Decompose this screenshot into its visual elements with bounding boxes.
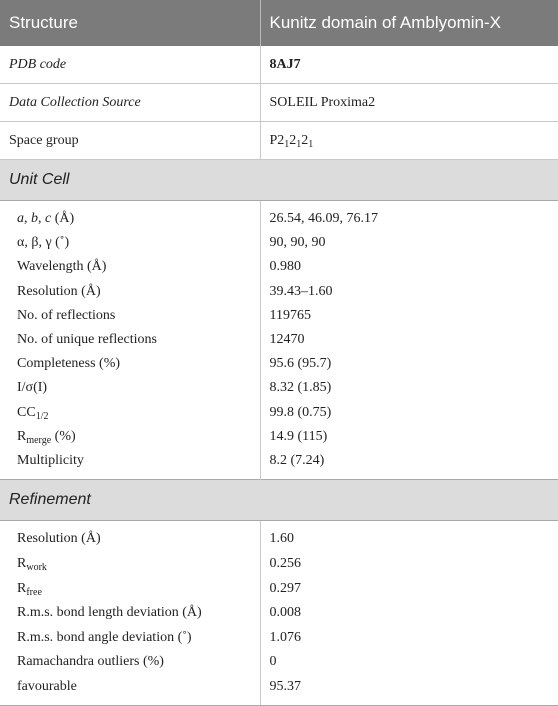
cell-dimensions-value: 26.54, 46.09, 76.17 bbox=[269, 211, 378, 227]
table-row bbox=[0, 304, 558, 328]
resolution-value: 39.43–1.60 bbox=[269, 283, 333, 299]
table-row bbox=[0, 122, 558, 160]
abc-b: b bbox=[31, 211, 38, 227]
rwork-label bbox=[0, 552, 260, 577]
multiplicity-label: Multiplicity bbox=[0, 449, 260, 480]
space-group-label: Space group bbox=[0, 122, 260, 160]
table-row bbox=[0, 280, 558, 304]
table-row bbox=[0, 231, 558, 255]
i-sigma-label: I/σ(I) bbox=[0, 376, 260, 400]
completeness-label: Completeness (%) bbox=[0, 352, 260, 376]
table-row bbox=[0, 201, 558, 232]
resolution-label: Resolution (Å) bbox=[0, 280, 260, 304]
angles-label: α, β, γ (˚) bbox=[0, 231, 260, 255]
table-row bbox=[0, 328, 558, 352]
section-header-refinement bbox=[0, 480, 558, 521]
cc-half-label bbox=[0, 401, 260, 425]
cell-dimensions-label bbox=[0, 201, 260, 232]
angles-value: 90, 90, 90 bbox=[269, 235, 326, 251]
table-row bbox=[0, 675, 558, 706]
rmerge-label bbox=[0, 425, 260, 449]
source-label: Data Collection Source bbox=[0, 84, 260, 122]
pdb-code-label: PDB code bbox=[0, 46, 260, 84]
rama-outliers-value: 0 bbox=[269, 654, 277, 670]
completeness-value: 95.6 (95.7) bbox=[269, 356, 332, 372]
ref-resolution-label: Resolution (Å) bbox=[0, 521, 260, 552]
table-row bbox=[0, 84, 558, 122]
table-row bbox=[0, 601, 558, 626]
table-row bbox=[0, 552, 558, 577]
space-group-sub: 1 bbox=[296, 138, 302, 150]
table-row bbox=[0, 255, 558, 279]
bond-angle-label: R.m.s. bond angle deviation (˚) bbox=[0, 625, 260, 650]
cc-half-value: 99.8 (0.75) bbox=[269, 404, 332, 420]
wavelength-label: Wavelength (Å) bbox=[0, 255, 260, 279]
space-group-sub: 1 bbox=[284, 138, 290, 150]
space-group-p2: P2 bbox=[269, 132, 285, 148]
bond-angle-value: 1.076 bbox=[269, 629, 301, 645]
table-row bbox=[0, 425, 558, 449]
table-row bbox=[0, 376, 558, 400]
rmerge-value: 14.9 (115) bbox=[269, 428, 328, 444]
rfree-value: 0.297 bbox=[269, 580, 301, 596]
space-group-sub: 1 bbox=[308, 138, 314, 150]
space-group-value bbox=[260, 122, 558, 160]
table-row bbox=[0, 576, 558, 601]
rfree-r: R bbox=[17, 580, 27, 596]
bond-length-label: R.m.s. bond length deviation (Å) bbox=[0, 601, 260, 626]
rfree-label bbox=[0, 576, 260, 601]
abc-sep: , bbox=[24, 211, 31, 227]
rwork-r: R bbox=[17, 555, 27, 571]
pdb-code-value bbox=[260, 46, 558, 84]
table-row bbox=[0, 521, 558, 552]
abc-a: a bbox=[17, 211, 24, 227]
unit-cell-title: Unit Cell bbox=[0, 160, 558, 201]
reflections-label: No. of reflections bbox=[0, 304, 260, 328]
section-header-unit-cell bbox=[0, 160, 558, 201]
multiplicity-value: 8.2 (7.24) bbox=[269, 452, 325, 468]
wavelength-value: 0.980 bbox=[269, 259, 301, 275]
table-row bbox=[0, 352, 558, 376]
rmerge-unit: (%) bbox=[51, 428, 76, 444]
favourable-value: 95.37 bbox=[260, 675, 558, 706]
bond-length-value: 0.008 bbox=[269, 605, 301, 621]
table-row bbox=[0, 625, 558, 650]
reflections-value: 119765 bbox=[269, 307, 311, 323]
unique-reflections-label: No. of unique reflections bbox=[0, 328, 260, 352]
space-group-2: 2 bbox=[301, 132, 309, 148]
table-header-row bbox=[0, 0, 558, 46]
table-row bbox=[0, 401, 558, 425]
table-row bbox=[0, 650, 558, 675]
abc-sep: , bbox=[38, 211, 45, 227]
rama-outliers-label: Ramachandra outliers (%) bbox=[0, 650, 260, 675]
rfree-sub: free bbox=[26, 586, 42, 598]
cc-text: CC bbox=[17, 404, 36, 420]
header-structure: Structure bbox=[0, 0, 260, 46]
refinement-title: Refinement bbox=[0, 480, 558, 521]
space-group-2: 2 bbox=[289, 132, 297, 148]
rwork-value: 0.256 bbox=[269, 555, 301, 571]
rwork-sub: work bbox=[26, 561, 47, 573]
abc-unit: (Å) bbox=[51, 211, 75, 227]
cc-sub: 1/2 bbox=[35, 410, 49, 422]
ref-resolution-value: 1.60 bbox=[269, 531, 294, 547]
abc-c: c bbox=[45, 211, 52, 227]
header-structure-name: Kunitz domain of Amblyomin-X bbox=[260, 0, 558, 46]
table-row bbox=[0, 449, 558, 480]
table-row bbox=[0, 46, 558, 84]
pdb-code-text: 8AJ7 bbox=[269, 56, 301, 72]
unique-reflections-value: 12470 bbox=[269, 332, 305, 348]
source-value: SOLEIL Proxima2 bbox=[260, 84, 558, 122]
rmerge-sub: merge bbox=[26, 434, 52, 446]
i-sigma-value: 8.32 (1.85) bbox=[269, 380, 332, 396]
favourable-label: favourable bbox=[0, 675, 260, 706]
rmerge-r: R bbox=[17, 428, 27, 444]
